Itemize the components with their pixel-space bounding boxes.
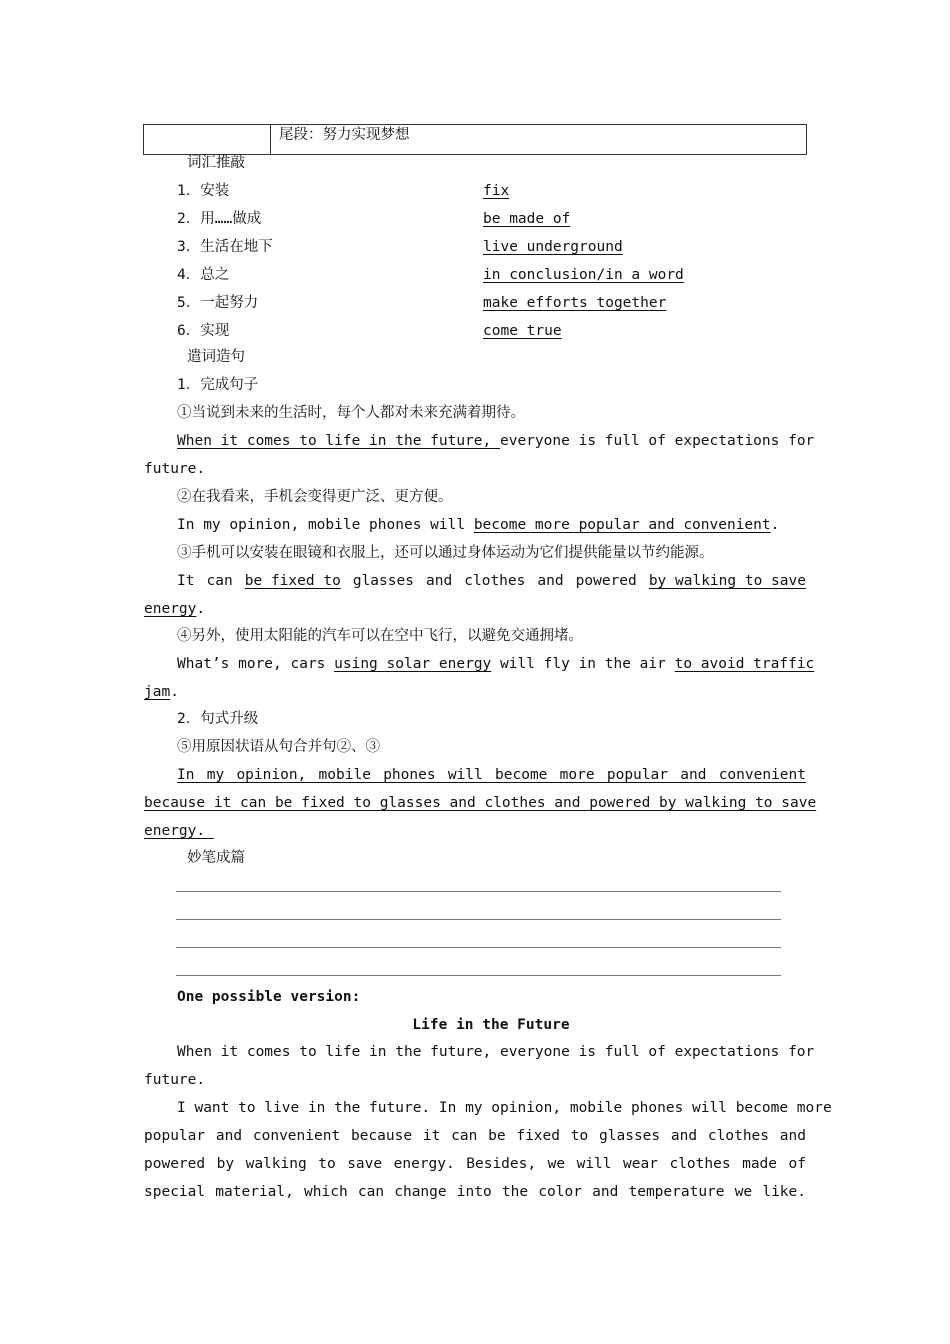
q2-chinese: ②在我看来，手机会变得更广泛、更方便。: [177, 489, 453, 505]
blank-writing-line: [176, 947, 781, 948]
q3-answer-2-cont: energy: [144, 601, 197, 617]
essay-p1-line-2: future.: [144, 1072, 206, 1088]
vocab-en-5: make efforts together: [483, 295, 667, 311]
q3-answer-1: be fixed to: [244, 573, 341, 589]
table-cell-right: [271, 125, 807, 155]
q4-line: [177, 650, 815, 678]
vocab-zh-6: 6．实现: [177, 323, 230, 339]
q1-end: future.: [144, 461, 206, 477]
q3-word: can: [206, 573, 233, 589]
q3-answer-2: by walking to save: [648, 573, 806, 589]
q3-word: and: [426, 573, 453, 589]
vocab-zh-4: 4．总之: [177, 267, 230, 283]
part1-title: 1．完成句子: [177, 377, 259, 393]
q4-prefix: What’s more, cars: [177, 656, 335, 672]
q3-word: clothes: [464, 573, 526, 589]
q5-chinese: ⑤用原因状语从句合并句②、③: [177, 739, 380, 755]
q2-prefix: In my opinion, mobile phones will: [177, 517, 474, 533]
blank-writing-line: [176, 919, 781, 920]
writing-heading: 妙笔成篇: [187, 850, 245, 866]
part2-title: 2．句式升级: [177, 711, 259, 727]
q3-chinese: ③手机可以安装在眼镜和衣服上，还可以通过身体运动为它们提供能量以节约能源。: [177, 545, 714, 561]
q2-answer: become more popular and convenient: [473, 517, 771, 533]
q4-answer-2: to avoid traffic: [674, 656, 815, 672]
vocab-zh-2: 2．用……做成: [177, 211, 262, 227]
q1-chinese: ①当说到未来的生活时，每个人都对未来充满着期待。: [177, 405, 525, 421]
q3-word: It: [177, 573, 195, 589]
vocab-en-4: in conclusion/in a word: [483, 267, 684, 283]
q3-word: glasses: [352, 573, 414, 589]
q4-answer-2-cont: jam: [144, 684, 171, 700]
vocab-en-1: fix: [483, 183, 510, 199]
sentences-heading: 遣词造句: [187, 349, 245, 365]
vocab-heading: 词汇推敲: [187, 155, 245, 171]
q4-end: [144, 678, 179, 706]
blank-writing-line: [176, 975, 781, 976]
q4-period: .: [170, 684, 179, 700]
version-label: One possible version:: [177, 989, 361, 1005]
essay-p1-line-1: When it comes to life in the future, everyone is full of expectations for: [177, 1044, 815, 1060]
q5-answer-line-3: energy.: [144, 823, 214, 839]
q1-answer: When it comes to life in the future,: [177, 433, 501, 449]
essay-p2-line-4: special material, which can change into the color and temperature we like.: [144, 1184, 806, 1200]
vocab-zh-3: 3．生活在地下: [177, 239, 273, 255]
q3-word: powered: [575, 573, 637, 589]
q3-line: [177, 567, 806, 595]
essay-p2-line-2: popular and convenient because it can be fixed to glasses and clothes and: [144, 1128, 806, 1144]
vocab-en-3: live underground: [483, 239, 623, 255]
q3-end: [144, 595, 205, 623]
essay-p2-line-1: I want to live in the future. In my opinion, mobile phones will become more: [177, 1100, 832, 1116]
q3-period: .: [196, 601, 206, 617]
q4-middle: will fly in the air: [491, 656, 675, 672]
q1-rest: everyone is full of expectations for: [500, 433, 815, 449]
q5-answer-line-2: because it can be fixed to glasses and clothes and powered by walking to save: [144, 795, 817, 811]
q4-chinese: ④另外，使用太阳能的汽车可以在空中飞行，以避免交通拥堵。: [177, 628, 583, 644]
blank-writing-line: [176, 891, 781, 892]
vocab-zh-5: 5．一起努力: [177, 295, 259, 311]
vocab-en-6: come true: [483, 323, 562, 339]
q1-line: [177, 427, 815, 455]
table-cell-text: 尾段：努力实现梦想: [279, 127, 410, 143]
q2-line: [177, 511, 779, 539]
vocab-zh-1: 1．安装: [177, 183, 230, 199]
q4-answer-1: using solar energy: [334, 656, 492, 672]
essay-p2-line-3: powered by walking to save energy. Besides, we will wear clothes made of: [144, 1156, 806, 1172]
vocab-en-2: be made of: [483, 211, 571, 227]
essay-title: Life in the Future: [412, 1017, 570, 1033]
q3-word: and: [537, 573, 564, 589]
q5-answer-line-1: In my opinion, mobile phones will become more popular and convenient: [177, 767, 806, 783]
q2-suffix: .: [770, 517, 780, 533]
